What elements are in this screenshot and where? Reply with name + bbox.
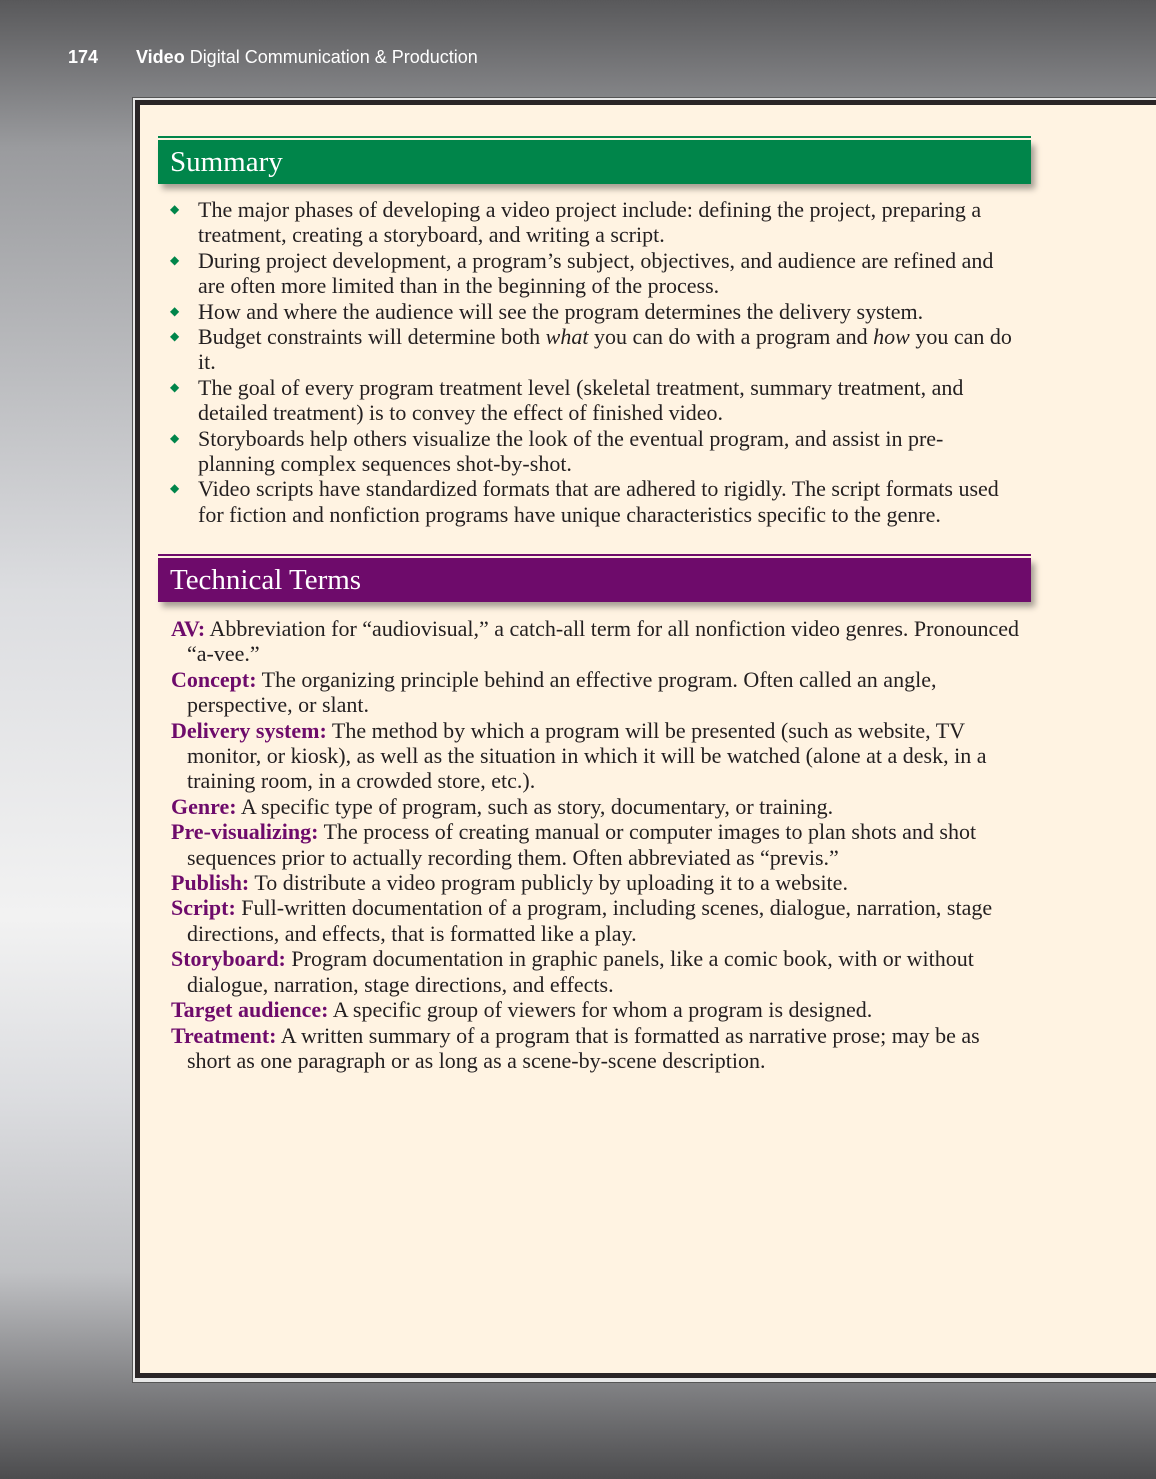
list-item [170,476,1020,527]
term-definition: To distribute a video program publicly by uploading it to a website. [249,870,848,896]
term-definition: Program documentation in graphic panels, like a comic book, with or without dialogue, narration, stage directions, and effects. [187,946,974,997]
term-name: Storyboard: [171,946,286,972]
term-entry [171,997,1021,1022]
item-text: Budget constraints will determine both [198,324,546,350]
item-text: Storyboards help others visualize the look of the eventual program, and assist in pre-planning complex sequences shot-by-shot. [198,425,944,477]
book-title: Digital Communication & Production [184,47,478,67]
book-title-bold: Video [136,47,185,67]
term-definition: The organizing principle behind an effective program. Often called an angle, perspective, or slant. [187,666,937,718]
terms-rule [158,554,1031,556]
item-text: The major phases of developing a video project include: defining the project, preparing a treatment, creating a storyboard, and writing a script. [198,197,982,248]
running-head [68,47,478,68]
term-definition: A written summary of a program that is formatted as narrative prose; may be as short as one paragraph or as long as a scene-by-scene description. [187,1022,980,1073]
term-definition: The process of creating manual or computer images to plan shots and shot sequences prior to actually recording them. Often abbreviated as “previs.” [187,819,977,870]
item-emphasis: how [873,324,910,350]
diamond-bullet-icon: ◆ [170,303,180,318]
term-name: Concept: [171,666,257,692]
term-name: Treatment: [171,1022,277,1048]
term-name: AV: [171,616,206,641]
term-definition: Full-written documentation of a program, including scenes, dialogue, narration, stage directions, and effects, that is formatted like a play. [187,895,993,946]
list-item [170,375,1020,426]
list-item [170,299,1020,324]
term-entry [171,946,1021,997]
list-item [170,248,1020,299]
diamond-bullet-icon: ◆ [170,379,180,394]
item-text: During project development, a program’s subject, objectives, and audience are refined and are often more limited than in the beginning of the process. [198,247,994,299]
term-entry [171,794,1021,819]
item-text: How and where the audience will see the program determines the delivery system. [198,298,924,324]
item-text: Video scripts have standardized formats that are adhered to rigidly. The script formats used for fiction and nonfiction programs have unique characteristics specific to the genre. [198,476,999,527]
term-name: Delivery system: [171,717,327,743]
item-text: The goal of every program treatment level (skeletal treatment, summary treatment, and detailed treatment) is to convey the effect of finished video. [198,374,964,426]
term-entry [171,1023,1021,1074]
diamond-bullet-icon: ◆ [170,252,180,267]
item-text: you can do it. [198,324,1012,375]
term-name: Script: [171,895,236,921]
terms-heading: Technical Terms [158,558,1031,602]
term-entry [171,616,1021,667]
term-name: Genre: [171,793,237,819]
list-item [170,426,1020,477]
diamond-bullet-icon: ◆ [170,481,180,496]
item-text: you can do with a program and [588,324,874,350]
term-name: Publish: [171,870,250,896]
item-emphasis: what [545,324,589,350]
term-definition: Abbreviation for “audiovisual,” a catch-all term for all nonfiction video genres. Pronounced “a-vee.” [187,616,1019,667]
diamond-bullet-icon: ◆ [170,202,180,216]
term-entry [171,895,1021,946]
term-entry [171,870,1021,895]
term-definition: The method by which a program will be presented (such as website, TV monitor, or kiosk), as well as the situation in which it will be watched (alone at a desk, in a training room, in a crowded store, etc.). [187,717,987,794]
term-name: Pre-visualizing: [171,819,319,845]
diamond-bullet-icon: ◆ [170,430,180,445]
list-item [170,197,1020,248]
term-name: Target audience: [171,997,329,1023]
page-number: 174 [68,47,99,67]
term-entry [171,718,1021,794]
term-entry [171,667,1021,718]
terms-list [171,616,1021,1073]
term-definition: A specific type of program, such as story, documentary, or training. [236,793,834,819]
term-definition: A specific group of viewers for whom a program is designed. [328,997,873,1023]
summary-rule [158,136,1031,138]
term-entry [171,819,1021,870]
diamond-bullet-icon: ◆ [170,329,180,344]
list-item [170,324,1020,375]
summary-heading: Summary [158,140,1031,184]
summary-list [170,197,1020,527]
